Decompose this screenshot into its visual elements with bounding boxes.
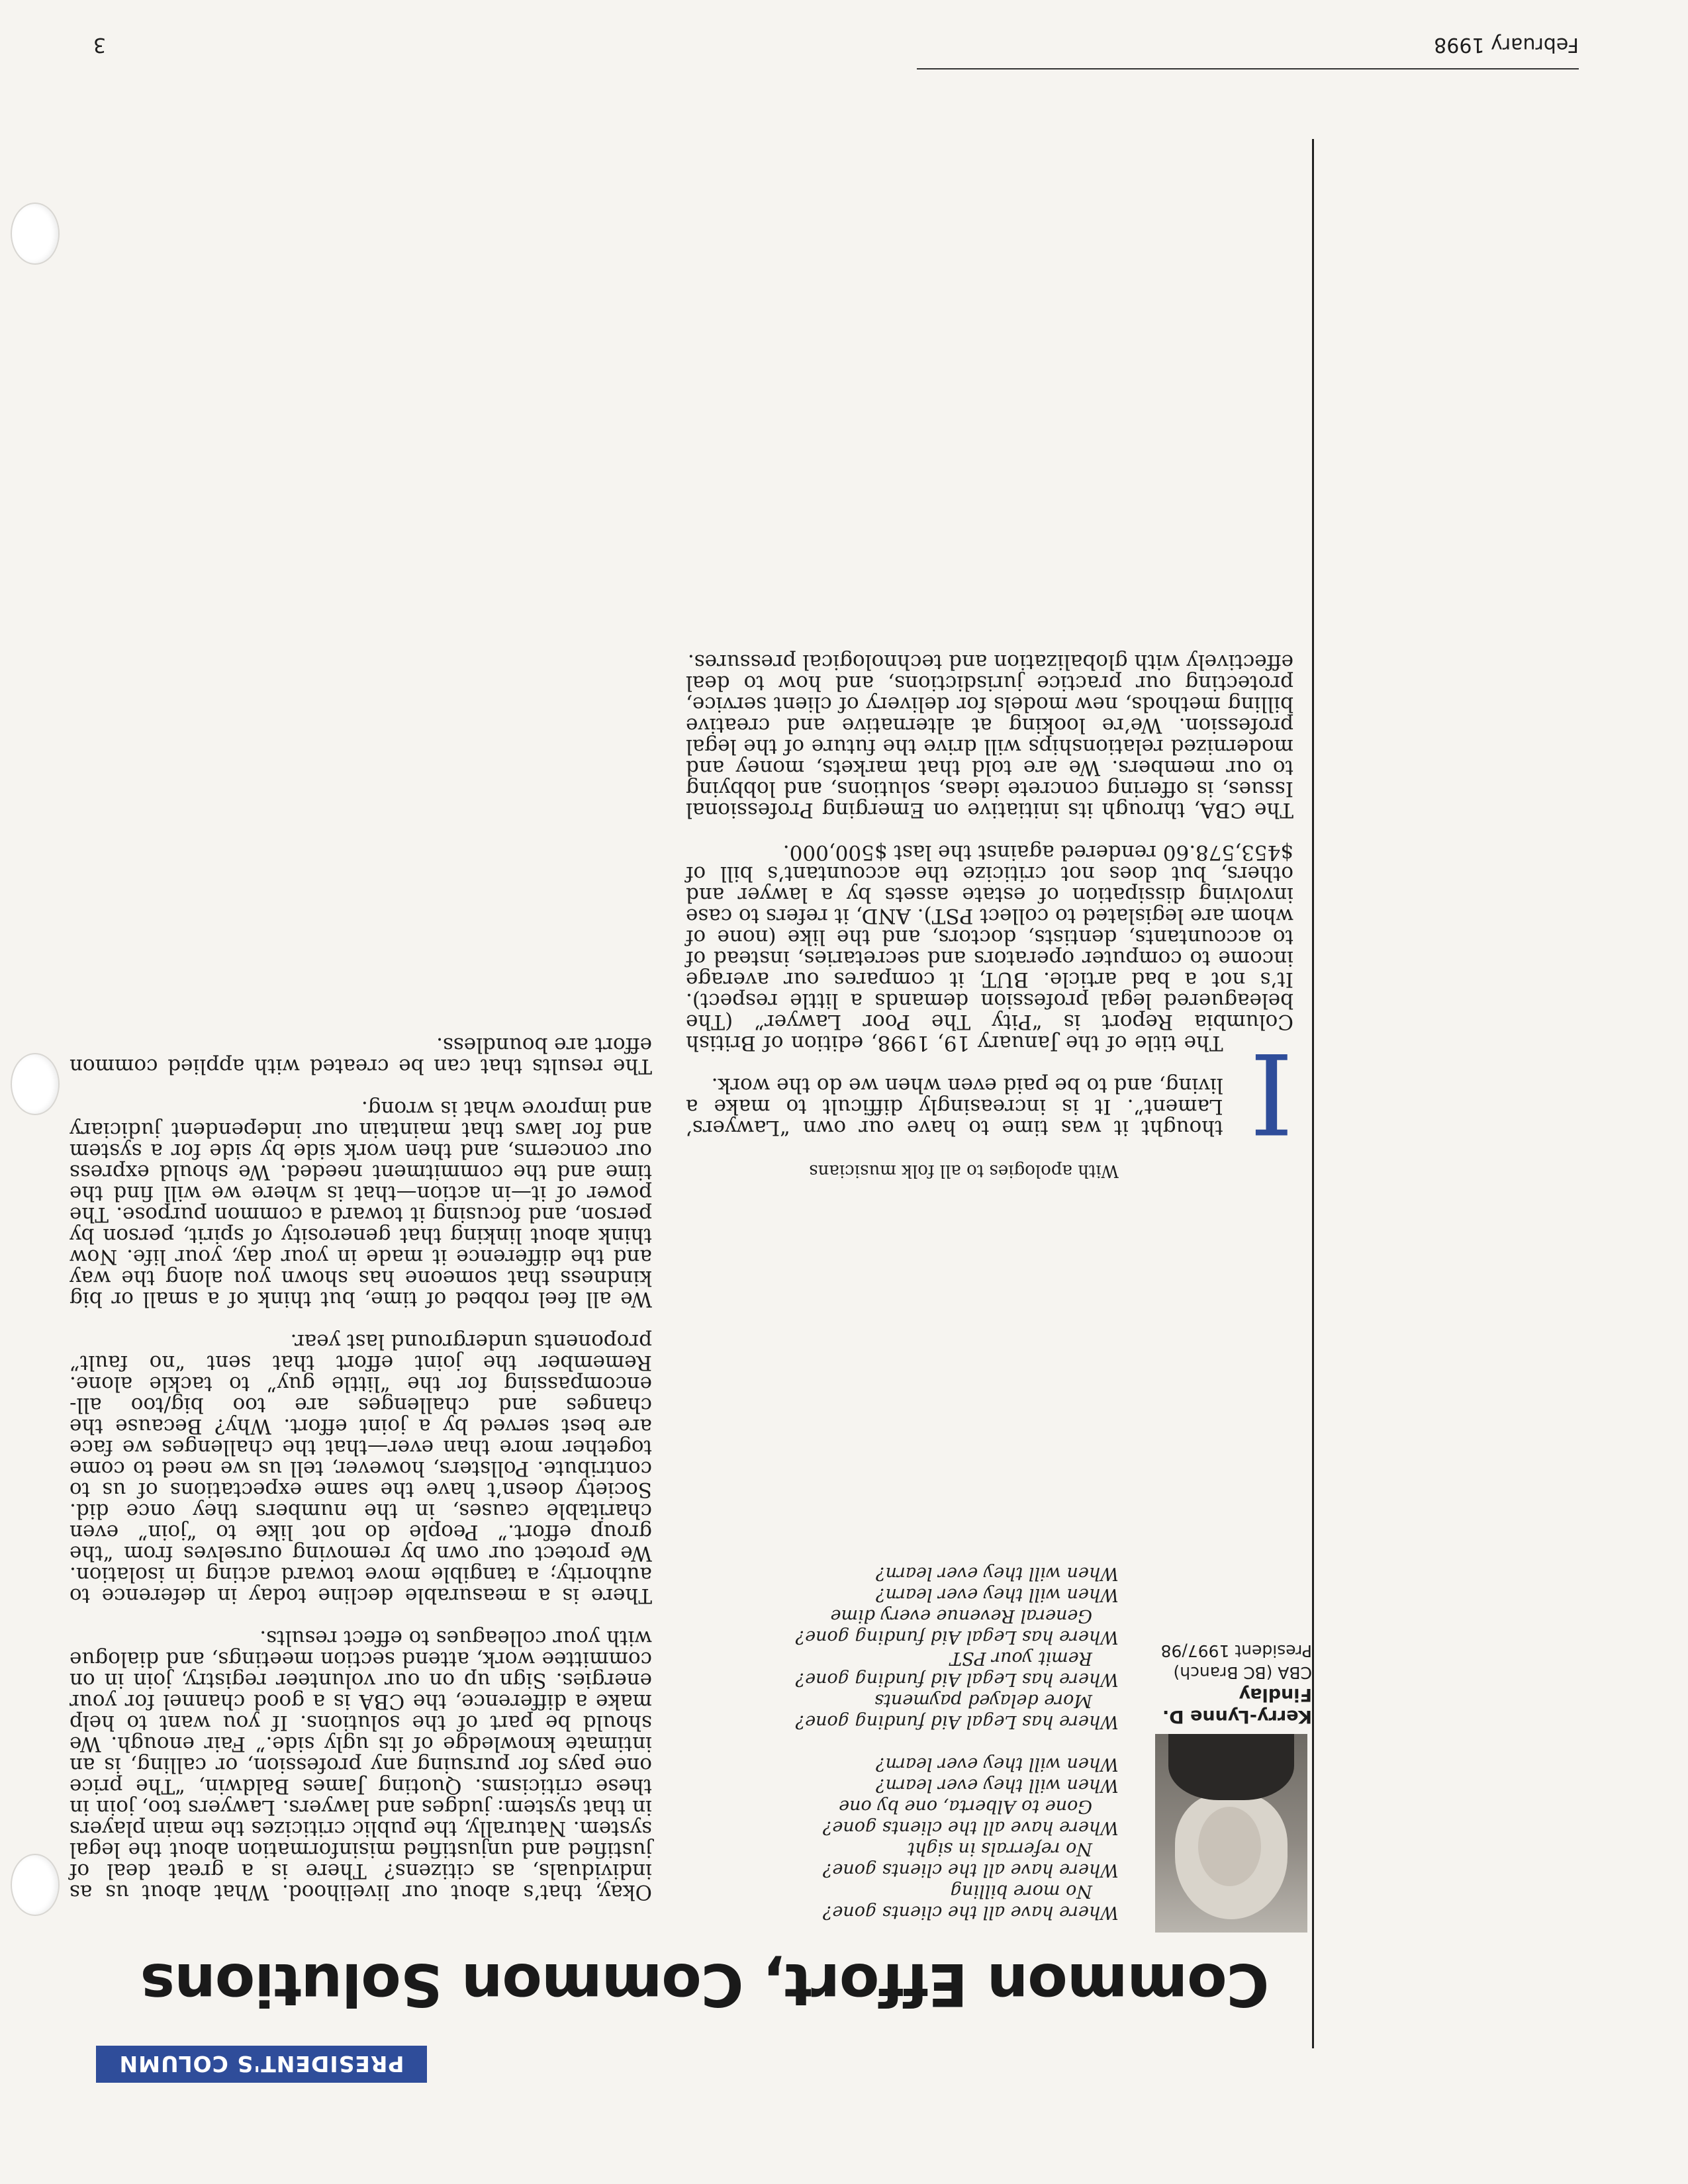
poem-line: No referrals in sight (908, 1839, 1092, 1859)
headline: Common Effort, Common Solutions (140, 1950, 1270, 2019)
author-photo (1155, 1734, 1307, 1933)
binder-hole (11, 1053, 60, 1115)
page-number: 3 (93, 33, 106, 56)
poem-line: When will they ever learn? (876, 1775, 1119, 1796)
poem-line: Where have all the clients gone? (822, 1860, 1119, 1880)
article-column-1 (686, 630, 1293, 1158)
binder-hole (11, 203, 60, 265)
author-name-line2: Findlay (1239, 1684, 1312, 1705)
poem-line: Remit your PST (949, 1648, 1092, 1668)
author-role-line2: President 1997/98 (1160, 1641, 1312, 1661)
poem-line: When will they ever learn? (876, 1754, 1119, 1774)
poem-line: When will they ever learn? (876, 1584, 1119, 1605)
poem-line: When will they ever learn? (876, 1563, 1119, 1584)
poem-line: Where has Legal Aid funding gone? (795, 1627, 1119, 1647)
author-name-line1: Kerry-Lynne D. (1162, 1706, 1312, 1727)
poem-line: No more billing (950, 1881, 1092, 1901)
binder-hole (11, 1854, 60, 1916)
article-paragraph: We all feel robbed of time, but think of a small or big kindness that someone has shown you along the way and the difference it made in your day, your life. Now think about linking that generosity of spirit, person by person, and focusing it toward a common purpose. The power of it—in action—that is where we will find the time and the commitment needed. We should express our concerns, and then work side by side for a system and for laws that maintain our independent judiciary and improve what is wrong. (70, 1097, 652, 1311)
article-paragraph: The CBA, through its initiative on Emerging Professional Issues, is offering concrete ideas, solutions, and lobbying to our members. We are told that markets, money and modernized relationships will drive the future of the legal profession. We’re looking at alternative and creative billing methods, new models for delivery of client service, protecting our practice jurisdictions, and how to deal effectively with globalization and technological pressures. (686, 650, 1293, 822)
article-paragraph: The title of the January 19, 1998, edition of British Columbia Report is “Pity The Poor Lawyer” (The beleaguered legal profession demands a little respect). It’s not a bad article. BUT, it compares our average income to computer operators and secretaries, instead of to accountants, dentists, doctors, and the like (none of whom are legislated to collect PST). AND, it refers to case involving dissipation of estate assets by a lawyer and others, but does not criticize the accountant’s bill of $453,578.60 rendered against the last $500,000. (686, 841, 1293, 1055)
poem-line: General Revenue every dime (830, 1606, 1092, 1626)
column-divider (1312, 139, 1314, 2048)
poem-line: Gone to Alberta, one by one (839, 1796, 1092, 1817)
poem-apology: With apologies to all folk musicians (809, 1161, 1119, 1181)
drop-cap: I (1249, 1028, 1293, 1158)
poem-line: Where has Legal Aid funding gone? (795, 1669, 1119, 1690)
article-paragraph (686, 1028, 1293, 1158)
poem-line: Where have all the clients gone? (822, 1902, 1119, 1923)
footer-rule (917, 68, 1579, 69)
poem-line: More delayed payments (874, 1690, 1092, 1711)
article-column-2 (70, 1013, 652, 1903)
poem-line: Where has Legal Aid funding gone? (795, 1711, 1119, 1732)
poem-stanza (655, 1753, 1119, 1923)
paragraph-text: thought it was time to have our own “Lawyers’ Lament”. It is increasingly difficult to make a living, and to be paid even when we do the work. (686, 1073, 1223, 1140)
poem-line: Where have all the clients gone? (822, 1817, 1119, 1838)
photo-body (1168, 1734, 1294, 1800)
article-paragraph: There is a measurable decline today in deference to authority; a tangible move toward acting in isolation. We protect our own by removing ourselves from “the group effort.” People do not like to “join” even charitable causes, in the numbers they once did. Society doesn’t have the same expectations of us to contribute. Pollsters, however, tell us we need to come together more than ever—that the challenges we face are best served by a joint effort. Why? Because the changes and challenges are too big/too all-encompassing for the “little guy” to tackle alone. Remember the joint effort that sent “no fault” proponents underground last year. (70, 1330, 652, 1608)
article-paragraph: The results that can be created with applied common effort are boundless. (70, 1033, 652, 1078)
section-tag: PRESIDENT'S COLUMN (96, 2046, 427, 2083)
article-paragraph: Okay, that’s about our livelihood. What about us as individuals, as citizens? There is a great deal of justified and unjustified misinformation about the legal system. Naturally, the public criticizes the main players in that system: judges and lawyers. Lawyers too, join in these criticisms. Quoting James Baldwin, “The price one pays for pursuing any profession, or calling, is an intimate knowledge of its ugly side.” Fair enough. We should be part of the solutions. If you want to help make a difference, the CBA is a good channel for your energies. Sign up on our volunteer registry, join in on committee work, attend section meetings, and dialogue with your colleagues to effect results. (70, 1626, 652, 1904)
poem-stanza (655, 1563, 1119, 1732)
byline (1140, 1640, 1312, 1727)
photo-face (1198, 1807, 1261, 1886)
poem (655, 1541, 1119, 1923)
author-role-line1: CBA (BC Branch) (1173, 1663, 1312, 1682)
issue-date: February 1998 (1434, 33, 1579, 56)
